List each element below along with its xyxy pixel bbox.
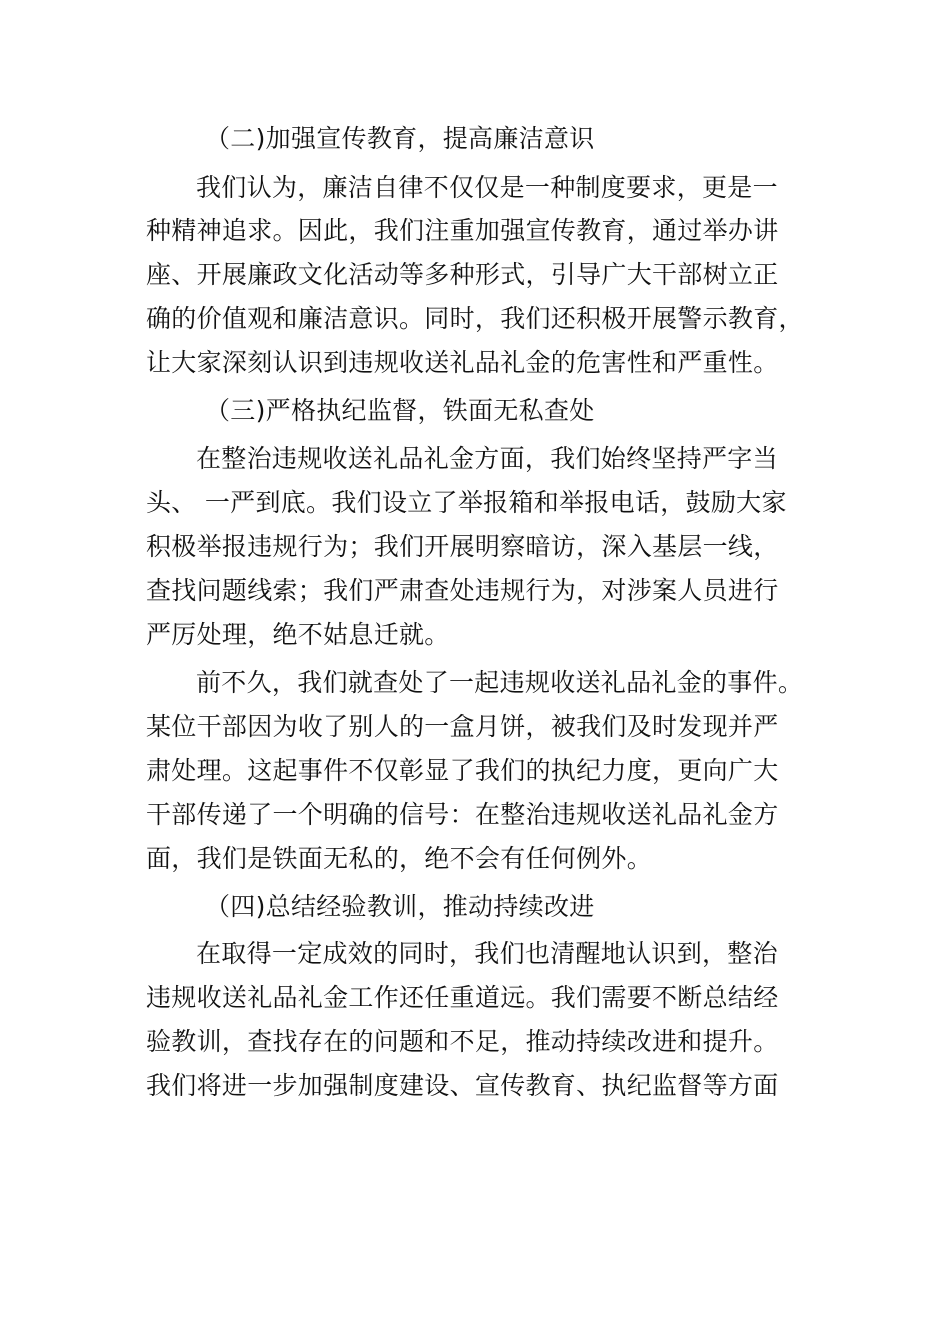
paragraph-line: 座、开展廉政文化活动等多种形式，引导广大干部树立正: [146, 260, 779, 289]
paragraph-line: 严厉处理，绝不姑息迁就。: [146, 620, 450, 649]
paragraph-line: 某位干部因为收了别人的一盒月饼，被我们及时发现并严: [146, 712, 779, 741]
paragraph-line: 头、 一严到底。我们设立了举报箱和举报电话，鼓励大家: [146, 488, 787, 517]
paragraph-line: 前不久，我们就查处了一起违规收送礼品礼金的事件。: [196, 668, 804, 697]
paragraph-line: 我们认为，廉洁自律不仅仅是一种制度要求，更是一: [196, 173, 778, 202]
paragraph-line: 面，我们是铁面无私的，绝不会有任何例外。: [146, 844, 653, 873]
paragraph-line: 在整治违规收送礼品礼金方面，我们始终坚持严字当: [196, 444, 778, 473]
paragraph-line: 种精神追求。因此，我们注重加强宣传教育，通过举办讲: [146, 216, 779, 245]
paragraph-line: 验教训，查找存在的问题和不足，推动持续改进和提升。: [146, 1027, 779, 1056]
paragraph-line: 干部传递了一个明确的信号：在整治违规收送礼品礼金方: [146, 800, 779, 829]
paragraph-line: 查找问题线索；我们严肃查处违规行为，对涉案人员进行: [146, 576, 779, 605]
paragraph-line: 肃处理。这起事件不仅彰显了我们的执纪力度，更向广大: [146, 756, 779, 785]
paragraph-line: 让大家深刻认识到违规收送礼品礼金的危害性和严重性。: [146, 348, 779, 377]
paragraph-line: 确的价值观和廉洁意识。同时，我们还积极开展警示教育，: [146, 304, 804, 333]
section-heading-2: （二)加强宣传教育，提高廉洁意识: [205, 124, 595, 153]
section-heading-4: （四)总结经验教训，推动持续改进: [205, 892, 595, 921]
paragraph-line: 我们将进一步加强制度建设、宣传教育、执纪监督等方面: [146, 1071, 779, 1100]
section-heading-3: （三)严格执纪监督，铁面无私查处: [205, 396, 595, 425]
paragraph-line: 在取得一定成效的同时，我们也清醒地认识到，整治: [196, 939, 778, 968]
paragraph-line: 积极举报违规行为；我们开展明察暗访，深入基层一线，: [146, 532, 779, 561]
paragraph-line: 违规收送礼品礼金工作还任重道远。我们需要不断总结经: [146, 983, 779, 1012]
